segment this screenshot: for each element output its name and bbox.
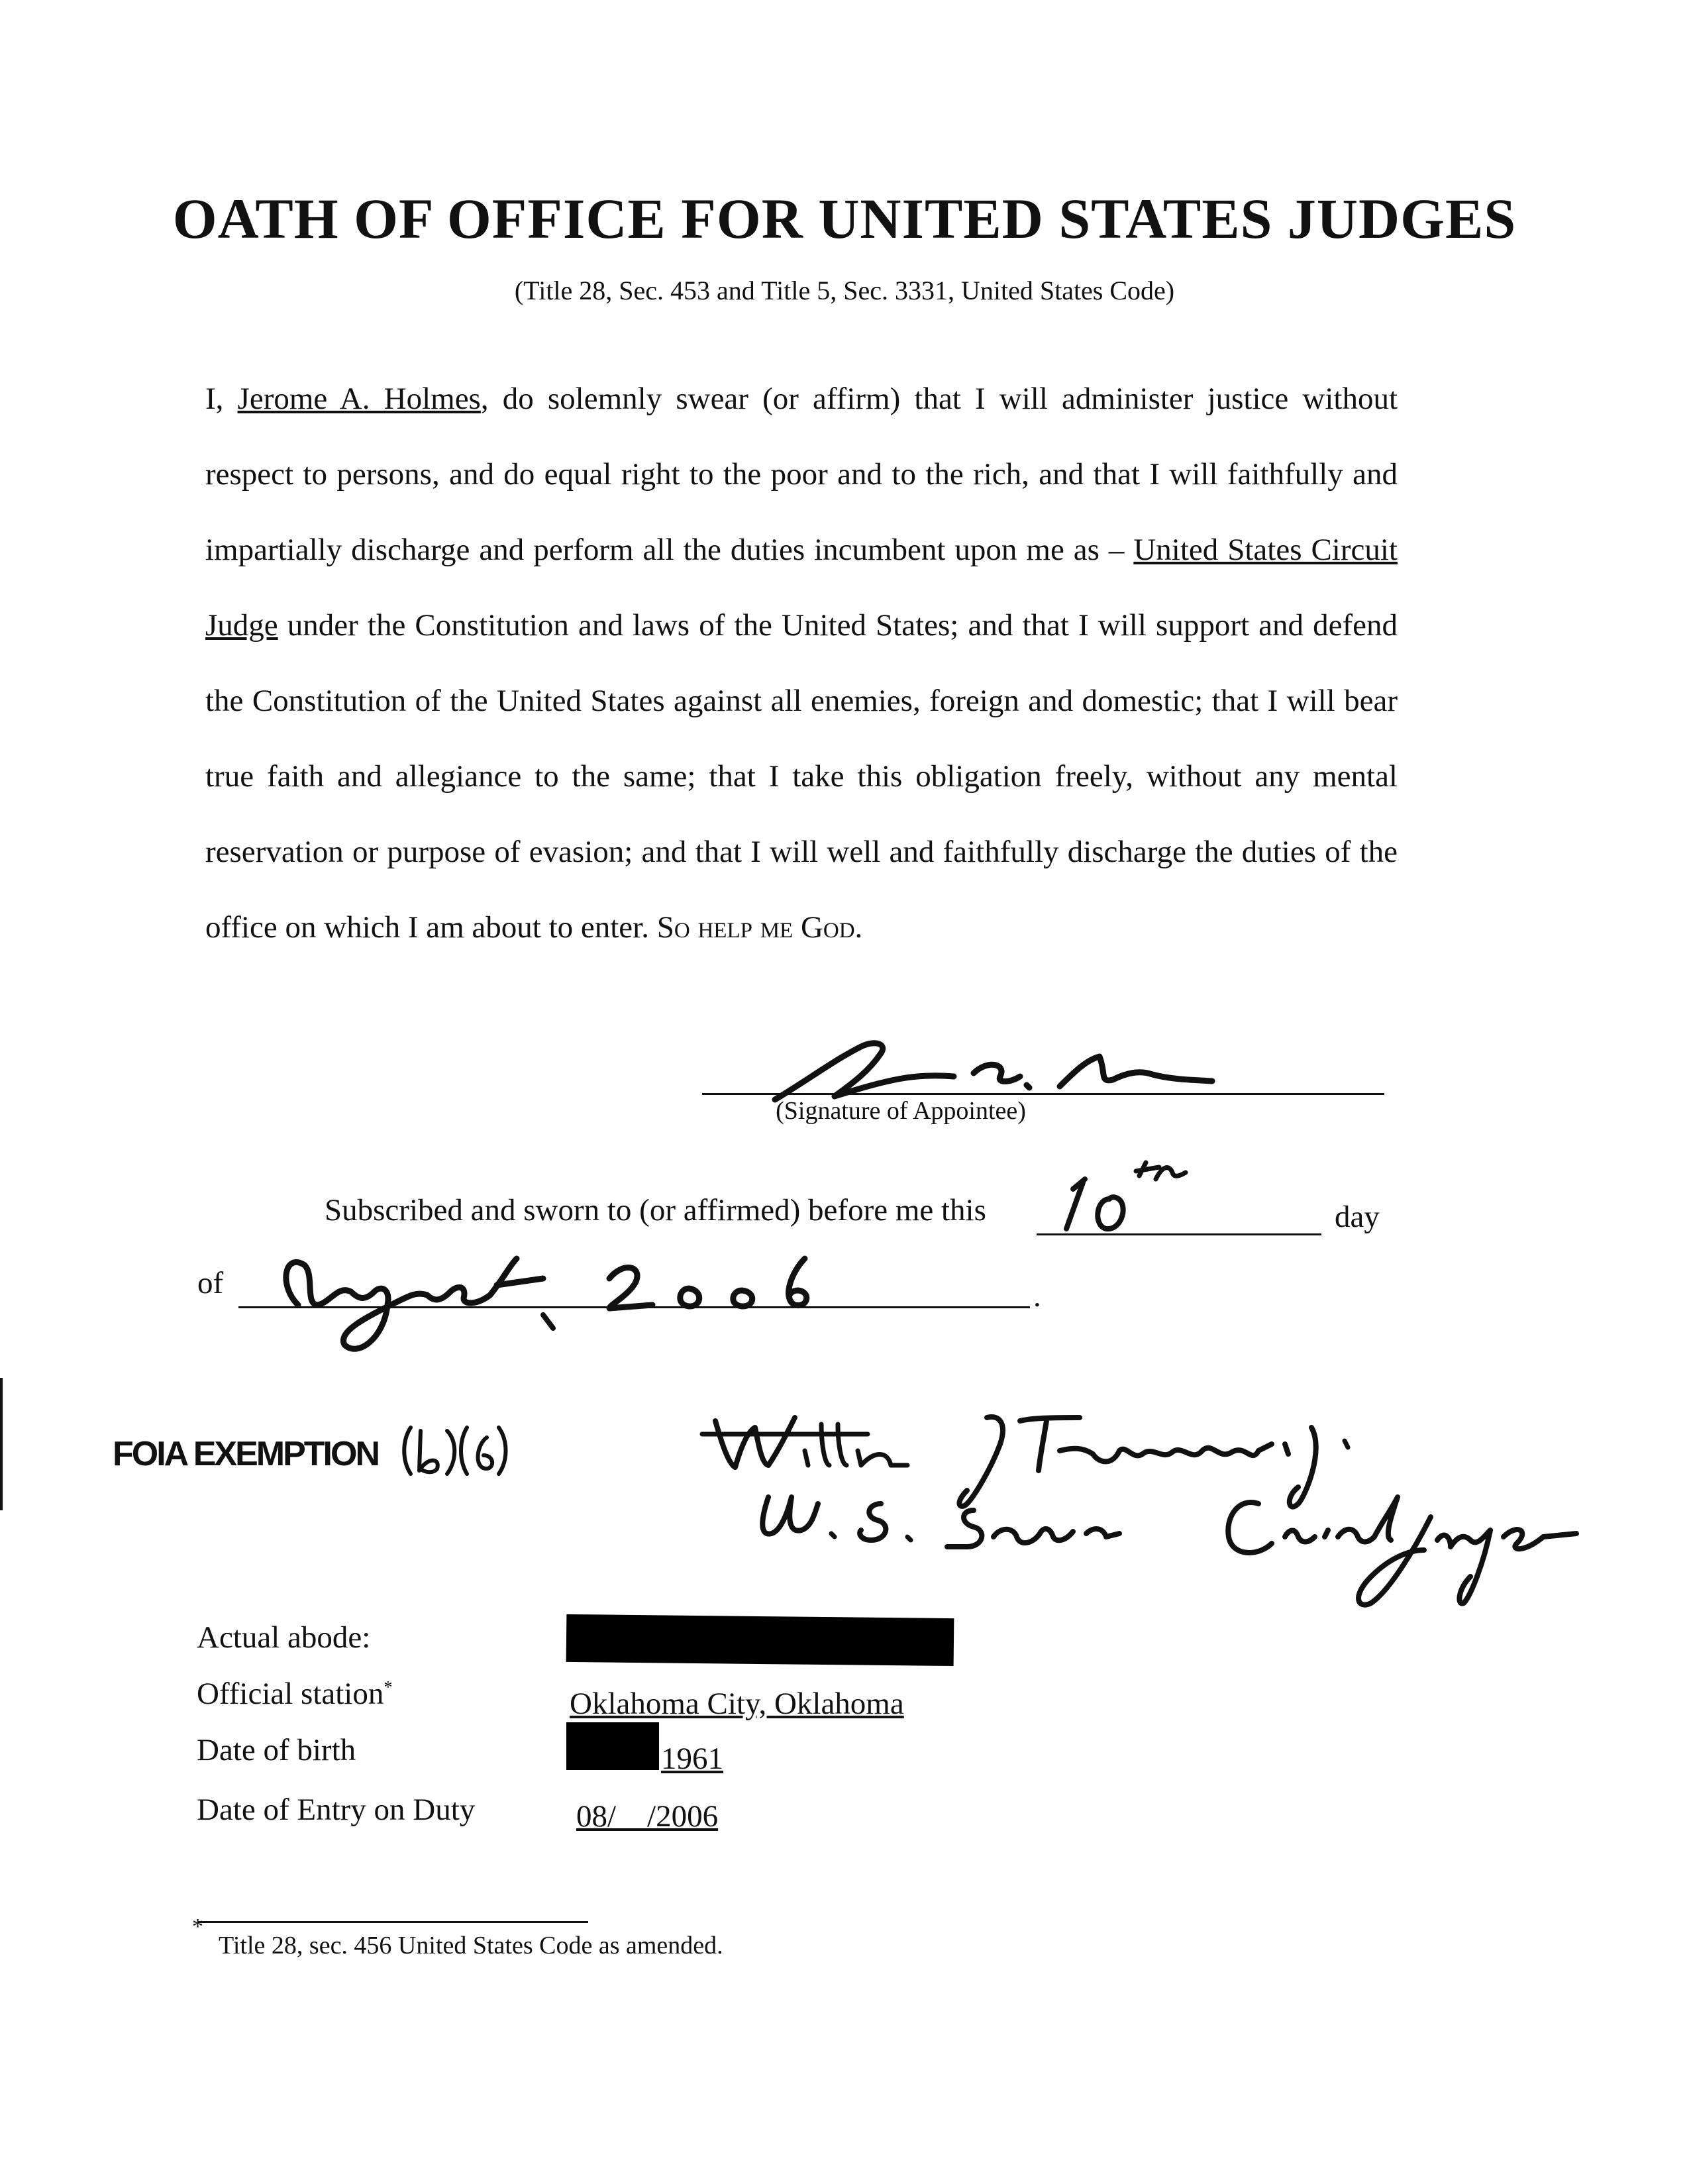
footnote-marker: *: [192, 1914, 203, 1939]
appointee-position: United States Circuit Judge: [205, 533, 1398, 643]
subscribed-text: Subscribed and sworn to (or affirmed) before me this: [325, 1193, 986, 1227]
official-station-label-text: Official station: [197, 1677, 384, 1711]
oath-closing: So help me God.: [656, 910, 863, 945]
entry-on-duty-value: 08/ /2006: [576, 1799, 719, 1834]
actual-abode-redaction: [566, 1614, 954, 1666]
handwritten-day: [1047, 1153, 1219, 1245]
foia-exemption-label: FOIA EXEMPTION: [113, 1435, 378, 1473]
page-subtitle: (Title 28, Sec. 453 and Title 5, Sec. 3331, United States Code): [514, 276, 1175, 305]
officiant-signature: [689, 1404, 1616, 1623]
date-of-birth-redaction: [566, 1722, 659, 1770]
oath-text-1: , do solemnly swear (or affirm) that I will administer justice without respect to persons, and do equal right to the poor and to the rich, and that I will faithfully and impartially discharge and perform all the duties incumbent upon me as –: [205, 382, 1398, 567]
official-station-footnote-marker: *: [384, 1677, 393, 1697]
appointee-signature-label: (Signature of Appointee): [776, 1097, 1026, 1125]
actual-abode-label: Actual abode:: [197, 1620, 371, 1655]
of-label: of: [197, 1266, 224, 1300]
oath-paragraph: [205, 361, 1398, 965]
subscribed-period: .: [1033, 1279, 1041, 1314]
official-station-label: [197, 1676, 392, 1712]
foia-code-handwritten: [401, 1421, 513, 1481]
scan-edge-mark: [0, 1378, 3, 1510]
appointee-name: Jerome A. Holmes: [237, 382, 481, 416]
footnote-text: Title 28, sec. 456 United States Code as amended.: [219, 1932, 723, 1959]
oath-intro: I,: [205, 382, 238, 416]
day-label: day: [1335, 1200, 1380, 1234]
oath-text-2: under the Constitution and laws of the United States; and that I will support and defend the Constitution of the United States against all enemies, foreign and domestic; that I will bear true faith and allegiance to the same; that I take this obligation freely, without any mental reservation or purpose of evasion; and that I will well and faithfully discharge the duties of the office on which I am about to enter.: [205, 608, 1398, 945]
official-station-value: Oklahoma City, Oklahoma: [570, 1687, 904, 1721]
handwritten-month-year: [265, 1239, 861, 1371]
date-of-birth-value: 1961: [661, 1742, 723, 1776]
entry-on-duty-label: Date of Entry on Duty: [197, 1793, 476, 1827]
page-title: OATH OF OFFICE FOR UNITED STATES JUDGES: [172, 187, 1517, 250]
footnote-divider: [197, 1921, 588, 1923]
appointee-signature-line: [702, 1093, 1384, 1095]
date-of-birth-label: Date of birth: [197, 1733, 356, 1767]
